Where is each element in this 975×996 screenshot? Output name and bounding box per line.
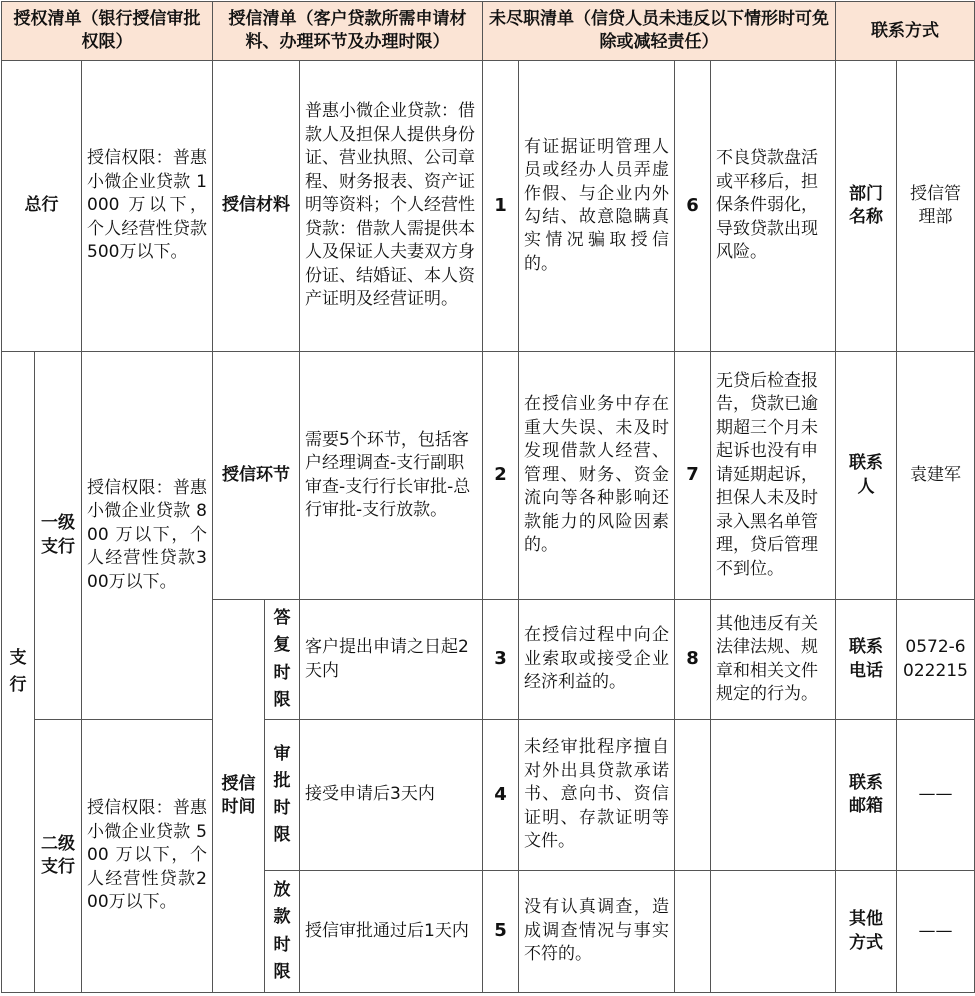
branch-label: 支行 xyxy=(2,352,35,993)
email-value: —— xyxy=(897,720,975,871)
table-row xyxy=(2,61,975,352)
empty-cell xyxy=(711,720,836,871)
credit-process-label: 授信环节 xyxy=(213,352,300,600)
exemption-header: 未尽职清单（信贷人员未违反以下情形时可免除或减轻责任） xyxy=(483,2,836,61)
table-row xyxy=(2,720,975,871)
phone-value: 0572-6022215 xyxy=(897,600,975,720)
contact-person-label: 联系人 xyxy=(836,352,897,600)
contact-person-value: 袁建军 xyxy=(897,352,975,600)
credit-time-label: 授信时间 xyxy=(213,600,265,993)
empty-cell xyxy=(711,871,836,993)
exemption-text: 其他违反有关法律法规、规章和相关文件规定的行为。 xyxy=(711,600,836,720)
credit-materials-text: 普惠小微企业贷款：借款人及担保人提供身份证、营业执照、公司章程、财务报表、资产证明等资料；个人经营性贷款：借款人需提供本人及保证人夫妻双方身份证、结婚证、本人资产证明及经营证明。 xyxy=(300,61,483,352)
exemption-number: 1 xyxy=(483,61,519,352)
credit-header: 授信清单（客户贷款所需申请材料、办理环节及办理时限） xyxy=(213,2,483,61)
exemption-number: 8 xyxy=(675,600,711,720)
reply-time-text: 客户提出申请之日起2天内 xyxy=(300,600,483,720)
approval-time-label: 审批时限 xyxy=(265,720,300,871)
contact-header: 联系方式 xyxy=(836,2,975,61)
exemption-text: 不良贷款盘活或平移后，担保条件弱化，导致贷款出现风险。 xyxy=(711,61,836,352)
disbursement-time-label: 放款时限 xyxy=(265,871,300,993)
exemption-number: 2 xyxy=(483,352,519,600)
email-label: 联系邮箱 xyxy=(836,720,897,871)
exemption-text: 在授信过程中向企业索取或接受企业经济利益的。 xyxy=(519,600,675,720)
exemption-number: 3 xyxy=(483,600,519,720)
credit-materials-label: 授信材料 xyxy=(213,61,300,352)
exemption-number: 4 xyxy=(483,720,519,871)
exemption-number: 7 xyxy=(675,352,711,600)
table-row xyxy=(2,352,975,600)
exemption-text: 没有认真调查，造成调查情况与事实不符的。 xyxy=(519,871,675,993)
disbursement-time-text: 授信审批通过后1天内 xyxy=(300,871,483,993)
approval-time-text: 接受申请后3天内 xyxy=(300,720,483,871)
header-row xyxy=(2,2,975,61)
tier2-authority: 授信权限：普惠小微企业贷款 500 万以下，个人经营性贷款200万以下。 xyxy=(82,720,213,993)
exemption-number: 6 xyxy=(675,61,711,352)
other-contact-value: —— xyxy=(897,871,975,993)
tier1-authority: 授信权限：普惠小微企业贷款 800 万以下，个人经营性贷款300万以下。 xyxy=(82,352,213,720)
authorization-header: 授权清单（银行授信审批权限） xyxy=(2,2,213,61)
department-label: 部门名称 xyxy=(836,61,897,352)
exemption-number: 5 xyxy=(483,871,519,993)
other-contact-label: 其他方式 xyxy=(836,871,897,993)
head-office-authority: 授信权限：普惠小微企业贷款 1000 万以下，个人经营性贷款500万以下。 xyxy=(82,61,213,352)
empty-cell xyxy=(675,720,711,871)
phone-label: 联系电话 xyxy=(836,600,897,720)
exemption-text: 未经审批程序擅自对外出具贷款承诺书、意向书、资信证明、存款证明等文件。 xyxy=(519,720,675,871)
exemption-text: 有证据证明管理人员或经办人员弄虚作假、与企业内外勾结、故意隐瞒真实情况骗取授信的。 xyxy=(519,61,675,352)
credit-process-text: 需要5个环节，包括客户经理调查-支行副职审查-支行行长审批-总行审批-支行放款。 xyxy=(300,352,483,600)
exemption-text: 在授信业务中存在重大失误、未及时发现借款人经营、管理、财务、资金流向等各种影响还款能力的风险因素的。 xyxy=(519,352,675,600)
tier1-branch-label: 一级支行 xyxy=(35,352,82,720)
head-office-label: 总行 xyxy=(2,61,82,352)
responsibility-table xyxy=(1,1,975,993)
reply-time-label: 答复时限 xyxy=(265,600,300,720)
tier2-branch-label: 二级支行 xyxy=(35,720,82,993)
department-value: 授信管理部 xyxy=(897,61,975,352)
exemption-text: 无贷后检查报告，贷款已逾期超三个月未起诉也没有申请延期起诉，担保人未及时录入黑名单管理，贷后管理不到位。 xyxy=(711,352,836,600)
empty-cell xyxy=(675,871,711,993)
